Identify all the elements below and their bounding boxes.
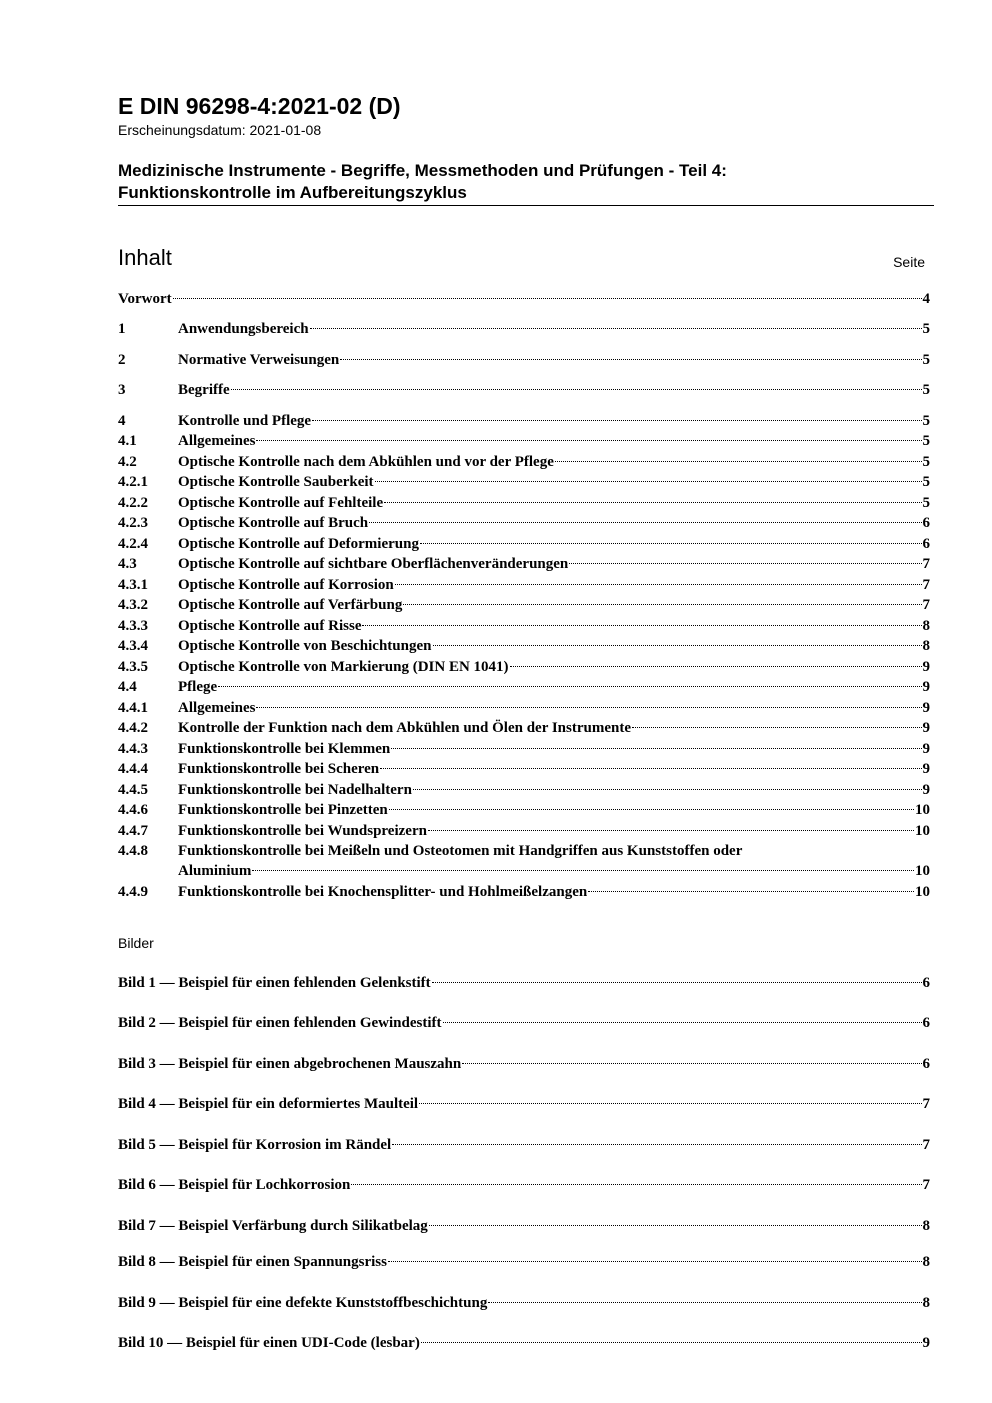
toc-heading: Inhalt (118, 245, 172, 270)
toc-entry-page: 9 (922, 700, 930, 716)
toc-entry[interactable] (118, 636, 930, 656)
toc-entry-title: Optische Kontrolle Sauberkeit (178, 474, 374, 490)
toc-entry-title: Allgemeines (178, 433, 256, 449)
leader-dots (428, 830, 914, 831)
toc-entry[interactable] (118, 513, 930, 533)
leader-dots (369, 522, 921, 523)
toc-entry-number: 4.2.1 (118, 474, 148, 490)
toc-entry-page: 7 (922, 597, 930, 613)
toc-entry[interactable] (118, 554, 930, 574)
toc-entry[interactable] (118, 411, 930, 431)
figure-entry-page: 6 (922, 975, 930, 991)
toc-entry-number: 2 (118, 352, 126, 368)
toc-entry-title: Normative Verweisungen (178, 352, 340, 368)
toc-entry[interactable] (118, 616, 930, 636)
figure-entry[interactable] (118, 1094, 930, 1114)
toc-entry-page: 5 (922, 433, 930, 449)
toc-entry[interactable] (118, 472, 930, 492)
figures-section-label: Bilder (118, 935, 154, 951)
leader-dots (555, 461, 922, 462)
leader-dots (569, 563, 921, 564)
figure-entry-page: 8 (922, 1254, 930, 1270)
toc-entry-page: 10 (915, 823, 930, 839)
toc-entry-page: 5 (922, 474, 930, 490)
toc-entry[interactable] (118, 575, 930, 595)
figure-entry-page: 8 (922, 1295, 930, 1311)
leader-dots (443, 1022, 922, 1023)
figure-entry[interactable] (118, 1252, 930, 1272)
leader-dots (351, 1184, 921, 1185)
figure-entry-page: 7 (922, 1096, 930, 1112)
toc-entry-page: 5 (922, 382, 930, 398)
figure-entry-title: Bild 8 — Beispiel für einen Spannungsriss (118, 1254, 387, 1270)
toc-entry[interactable] (118, 718, 930, 738)
leader-dots (310, 328, 922, 329)
publication-date: Erscheinungsdatum: 2021-01-08 (118, 122, 322, 138)
leader-dots (312, 420, 921, 421)
leader-dots (588, 891, 914, 892)
toc-entry-number: 4.4 (118, 679, 137, 695)
toc-entry-number: 4.3.1 (118, 577, 148, 593)
leader-dots (419, 1103, 921, 1104)
toc-entry-page: 10 (915, 802, 930, 818)
toc-entry-number: 3 (118, 382, 126, 398)
figure-entry-page: 8 (922, 1218, 930, 1234)
toc-entry-title: Funktionskontrolle bei Scheren (178, 761, 380, 777)
leader-dots (391, 748, 921, 749)
toc-entry[interactable] (118, 380, 930, 400)
toc-entry-number: 4.1 (118, 433, 137, 449)
toc-entry-page: 6 (922, 515, 930, 531)
toc-entry-page: 10 (915, 884, 930, 900)
leader-dots (392, 1144, 921, 1145)
toc-entry-title: Optische Kontrolle auf Fehlteile (178, 495, 384, 511)
figure-entry-title: Bild 2 — Beispiel für einen fehlenden Gewindestift (118, 1015, 442, 1031)
toc-entry-number: 4.4.9 (118, 884, 148, 900)
leader-dots (384, 502, 921, 503)
toc-entry-title: Funktionskontrolle bei Nadelhaltern (178, 782, 412, 798)
figure-entry[interactable] (118, 1216, 930, 1236)
leader-dots (380, 768, 921, 769)
figure-entry[interactable] (118, 1293, 930, 1313)
figure-entry[interactable] (118, 1333, 930, 1353)
toc-entry-page: 8 (922, 618, 930, 634)
leader-dots (218, 686, 921, 687)
toc-entry[interactable] (118, 739, 930, 759)
figure-entry-page: 7 (922, 1177, 930, 1193)
leader-dots (462, 1063, 921, 1064)
toc-entry-page: 7 (922, 556, 930, 572)
toc-entry-page: 4 (922, 291, 930, 307)
toc-entry-title: Allgemeines (178, 700, 256, 716)
title-divider (118, 205, 934, 206)
toc-entry-page: 9 (922, 659, 930, 675)
toc-entry-title: Optische Kontrolle von Beschichtungen (178, 638, 432, 654)
figure-entry-title: Bild 9 — Beispiel für eine defekte Kunststoffbeschichtung (118, 1295, 488, 1311)
figure-entry[interactable] (118, 1013, 930, 1033)
toc-entry[interactable] (118, 319, 930, 339)
leader-dots (413, 789, 922, 790)
toc-entry-page: 6 (922, 536, 930, 552)
figure-entry[interactable] (118, 973, 930, 993)
figure-entry-title: Bild 3 — Beispiel für einen abgebrochenen Mauszahn (118, 1056, 462, 1072)
toc-entry-number: 4.4.8 (118, 843, 148, 859)
toc-entry-number: 4.3.5 (118, 659, 148, 675)
toc-entry-title: Optische Kontrolle nach dem Abkühlen und vor der Pflege (178, 454, 554, 470)
toc-entry-title: Optische Kontrolle von Markierung (DIN EN 1041) (178, 659, 509, 675)
leader-dots (231, 389, 922, 390)
toc-entry[interactable] (118, 595, 930, 615)
toc-entry-number: 4 (118, 413, 126, 429)
leader-dots (362, 625, 921, 626)
leader-dots (421, 1342, 922, 1343)
toc-entry-number: 4.3.2 (118, 597, 148, 613)
figure-entry[interactable] (118, 1054, 930, 1074)
toc-entry-number: 4.4.5 (118, 782, 148, 798)
toc-entry-page: 9 (922, 782, 930, 798)
toc-entry-number: 4.4.6 (118, 802, 148, 818)
toc-entry[interactable] (118, 882, 930, 902)
toc-entry-number: 4.2 (118, 454, 137, 470)
figure-entry-page: 6 (922, 1015, 930, 1031)
toc-entry-page: 5 (922, 413, 930, 429)
toc-entry-page: 9 (922, 761, 930, 777)
toc-entry-page: 5 (922, 321, 930, 337)
toc-entry[interactable] (118, 534, 930, 554)
toc-entry-title: Optische Kontrolle auf Verfärbung (178, 597, 403, 613)
figure-entry-page: 9 (922, 1335, 930, 1351)
toc-entry-title: Optische Kontrolle auf Risse (178, 618, 362, 634)
toc-entry[interactable] (118, 452, 930, 472)
toc-entry[interactable] (118, 841, 930, 881)
toc-entry-number: 4.4.2 (118, 720, 148, 736)
figure-entry[interactable] (118, 1135, 930, 1155)
leader-dots (420, 543, 922, 544)
toc-entry-number: 1 (118, 321, 126, 337)
figure-entry-title: Bild 10 — Beispiel für einen UDI-Code (lesbar) (118, 1335, 420, 1351)
toc-entry[interactable] (118, 821, 930, 841)
leader-dots (632, 727, 921, 728)
toc-entry[interactable] (118, 698, 930, 718)
toc-entry-page: 5 (922, 352, 930, 368)
toc-entry-page: 7 (922, 577, 930, 593)
leader-dots (256, 707, 921, 708)
toc-entry-title: Funktionskontrolle bei Wundspreizern (178, 823, 427, 839)
toc-entry[interactable] (118, 493, 930, 513)
leader-dots (388, 1261, 922, 1262)
leader-dots (432, 982, 922, 983)
toc-entry[interactable] (118, 677, 930, 697)
toc-entry-number: 4.2.2 (118, 495, 148, 511)
toc-entry-title: Optische Kontrolle auf Bruch (178, 515, 369, 531)
toc-entry-page: 9 (922, 741, 930, 757)
toc-entry-page: 10 (915, 863, 930, 879)
toc-entry-page: 5 (922, 454, 930, 470)
figure-entry-page: 7 (922, 1137, 930, 1153)
leader-dots (252, 870, 914, 871)
document-title-line-2: Funktionskontrolle im Aufbereitungszyklus (118, 183, 467, 202)
document-id: E DIN 96298-4:2021-02 (D) (118, 93, 401, 119)
leader-dots (433, 645, 922, 646)
leader-dots (340, 359, 921, 360)
toc-entry-title: Funktionskontrolle bei Pinzetten (178, 802, 388, 818)
toc-entry-title: Funktionskontrolle bei Klemmen (178, 741, 391, 757)
toc-entry[interactable] (118, 657, 930, 677)
figure-entry-page: 6 (922, 1056, 930, 1072)
toc-entry-page: 5 (922, 495, 930, 511)
toc-entry-number: 4.3 (118, 556, 137, 572)
leader-dots (429, 1225, 922, 1226)
document-title (118, 160, 933, 204)
figure-entry-title: Bild 1 — Beispiel für einen fehlenden Gelenkstift (118, 975, 431, 991)
toc-entry[interactable] (118, 800, 930, 820)
leader-dots (488, 1302, 921, 1303)
leader-dots (395, 584, 922, 585)
toc-entry-title: Begriffe (178, 382, 230, 398)
toc-entry-title: Pflege (178, 679, 218, 695)
toc-entry-page: 8 (922, 638, 930, 654)
toc-entry-title: Optische Kontrolle auf Deformierung (178, 536, 419, 552)
toc-entry[interactable] (118, 759, 930, 779)
toc-entry-number: 4.3.3 (118, 618, 148, 634)
toc-entry-page: 9 (922, 720, 930, 736)
toc-entry-number: 4.2.3 (118, 515, 148, 531)
toc-entry-title: Anwendungsbereich (178, 321, 309, 337)
figure-entry-title: Bild 5 — Beispiel für Korrosion im Rändel (118, 1137, 392, 1153)
toc-entry-title: Optische Kontrolle auf Korrosion (178, 577, 394, 593)
leader-dots (375, 481, 922, 482)
figure-entry-title: Bild 6 — Beispiel für Lochkorrosion (118, 1177, 351, 1193)
leader-dots (510, 666, 922, 667)
figure-entry[interactable] (118, 1175, 930, 1195)
leader-dots (256, 440, 921, 441)
toc-entry-title: Vorwort (118, 291, 172, 307)
figure-entry-title: Bild 7 — Beispiel Verfärbung durch Silikatbelag (118, 1218, 428, 1234)
toc-entry-number: 4.4.7 (118, 823, 148, 839)
leader-dots (389, 809, 914, 810)
toc-entry-number: 4.3.4 (118, 638, 148, 654)
figure-entry-title: Bild 4 — Beispiel für ein deformiertes Maulteil (118, 1096, 419, 1112)
toc-entry-number: 4.2.4 (118, 536, 148, 552)
toc-entry-title: Kontrolle und Pflege (178, 413, 312, 429)
document-title-line-1: Medizinische Instrumente - Begriffe, Messmethoden und Prüfungen - Teil 4: (118, 161, 727, 180)
toc-entry-title-continued: Aluminium (178, 863, 252, 879)
toc-entry[interactable] (118, 431, 930, 451)
leader-dots (173, 298, 922, 299)
toc-entry-number: 4.4.1 (118, 700, 148, 716)
toc-entry[interactable] (118, 289, 930, 309)
toc-entry[interactable] (118, 780, 930, 800)
toc-entry-number: 4.4.3 (118, 741, 148, 757)
toc-entry-title: Funktionskontrolle bei Meißeln und Osteotomen mit Handgriffen aus Kunststoffen oder (178, 843, 743, 859)
toc-entry-title: Funktionskontrolle bei Knochensplitter- und Hohlmeißelzangen (178, 884, 588, 900)
leader-dots (403, 604, 921, 605)
toc-entry-page: 9 (922, 679, 930, 695)
toc-page-column-label: Seite (893, 254, 925, 270)
toc-entry-number: 4.4.4 (118, 761, 148, 777)
toc-entry-title: Kontrolle der Funktion nach dem Abkühlen und Ölen der Instrumente (178, 720, 632, 736)
toc-entry-title: Optische Kontrolle auf sichtbare Oberflächenveränderungen (178, 556, 569, 572)
toc-entry[interactable] (118, 350, 930, 370)
